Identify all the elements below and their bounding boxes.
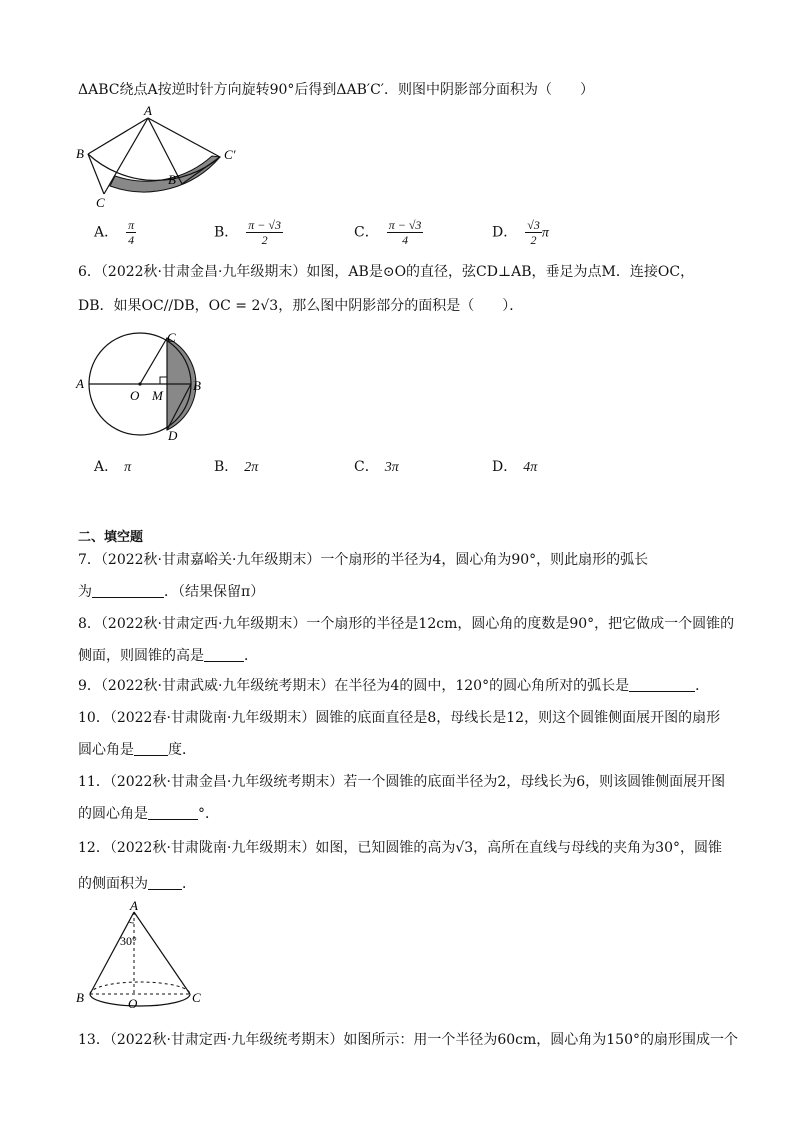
- q6-label-B: B: [193, 378, 201, 393]
- q7-line1: 7．（2022秋·甘肃嘉峪关·九年级期末）一个扇形的半径为4，圆心角为90°，则此扇形的弧长: [78, 552, 649, 568]
- q5-option-c: C． $\frac{\pi - √3}{4}$: [354, 218, 422, 247]
- q6-figure: [72, 328, 212, 444]
- q6-option-c: C． 3π: [354, 459, 399, 475]
- q9-line1: 9．（2022秋·甘肃武威·九年级统考期末）在半径为4的圆中，120°的圆心角所对的弧长是 ．: [78, 678, 710, 694]
- q8-answer-blank[interactable]: [204, 647, 244, 662]
- q6-label-A: A: [76, 376, 84, 391]
- q6-line1: 6．（2022秋·甘肃金昌·九年级期末）如图，AB是⊙O的直径，弦CD⊥AB，垂足为点M．连接OC，: [78, 264, 695, 280]
- q12-label-O: O: [128, 996, 138, 1010]
- q5-figure: [70, 104, 250, 214]
- q8-line1: 8．（2022秋·甘肃定西·九年级期末）一个扇形的半径是12cm，圆心角的度数是90°，把它做成一个圆锥的: [78, 616, 735, 632]
- section-heading: 二、填空题: [78, 530, 144, 545]
- q9-answer-blank[interactable]: [629, 677, 695, 692]
- q5-stem: ΔABC绕点A按逆时针方向旋转90°后得到ΔAB′C′．则图中阴影部分面积为（ ）: [78, 82, 594, 98]
- q12-figure: [72, 898, 212, 1010]
- q6-option-d: D． 4π: [492, 459, 538, 475]
- q5-option-a: A． $\frac{\pi}{4}$: [94, 218, 135, 247]
- q6-label-O: O: [130, 388, 140, 403]
- q5-label-B: B: [76, 146, 84, 161]
- q6-label-M: M: [152, 388, 163, 403]
- q12-label-angle: 30°: [120, 934, 137, 948]
- q5-label-Bp: B′: [168, 172, 179, 187]
- q13-line1: 13．（2022秋·甘肃定西·九年级统考期末）如图所示：用一个半径为60cm，圆心角为150°的扇形围成一个: [78, 1032, 738, 1048]
- q5-label-Cp: C′: [224, 147, 236, 162]
- q12-label-C: C: [192, 990, 201, 1005]
- q5-label-C: C: [96, 195, 105, 210]
- q12-answer-blank[interactable]: [148, 875, 182, 890]
- q6-option-a: A． π: [94, 459, 132, 475]
- q11-answer-blank[interactable]: [148, 805, 198, 820]
- q5-option-b: B． $\frac{\pi - √3}{2}$: [214, 218, 281, 247]
- q8-line2: 侧面，则圆锥的高是 ．: [78, 648, 258, 664]
- q6-label-D: D: [168, 428, 178, 443]
- q10-line2: 圆心角是 度．: [78, 742, 196, 758]
- q6-line2: DB．如果OC//DB，OC = 2√3，那么图中阴影部分的面积是（ ）．: [78, 298, 524, 314]
- q10-answer-blank[interactable]: [134, 741, 168, 756]
- q12-label-A: A: [130, 898, 138, 913]
- q6-option-b: B． 2π: [214, 459, 259, 475]
- q5-label-A: A: [144, 104, 152, 118]
- q11-line1: 11．（2022秋·甘肃金昌·九年级统考期末）若一个圆锥的底面半径为2，母线长为6，则该圆锥侧面展开图: [78, 774, 726, 790]
- q12-line1: 12．（2022秋·甘肃陇南·九年级期末）如图，已知圆锥的高为√3，高所在直线与母线的夹角为30°，圆锥: [78, 840, 722, 856]
- q6-label-C: C: [167, 330, 176, 345]
- q5-option-d: D． $\frac{√3}{2}$ π: [492, 218, 549, 247]
- q10-line1: 10．（2022春·甘肃陇南·九年级期末）圆锥的底面直径是8，母线长是12，则这个圆锥侧面展开图的扇形: [78, 710, 721, 726]
- q7-line2: 为 ．（结果保留π）: [78, 584, 265, 600]
- q12-label-B: B: [76, 990, 84, 1005]
- q7-answer-blank[interactable]: [92, 583, 164, 598]
- q12-line2: 的侧面积为 ．: [78, 876, 196, 892]
- q11-line2: 的圆心角是 °．: [78, 806, 219, 822]
